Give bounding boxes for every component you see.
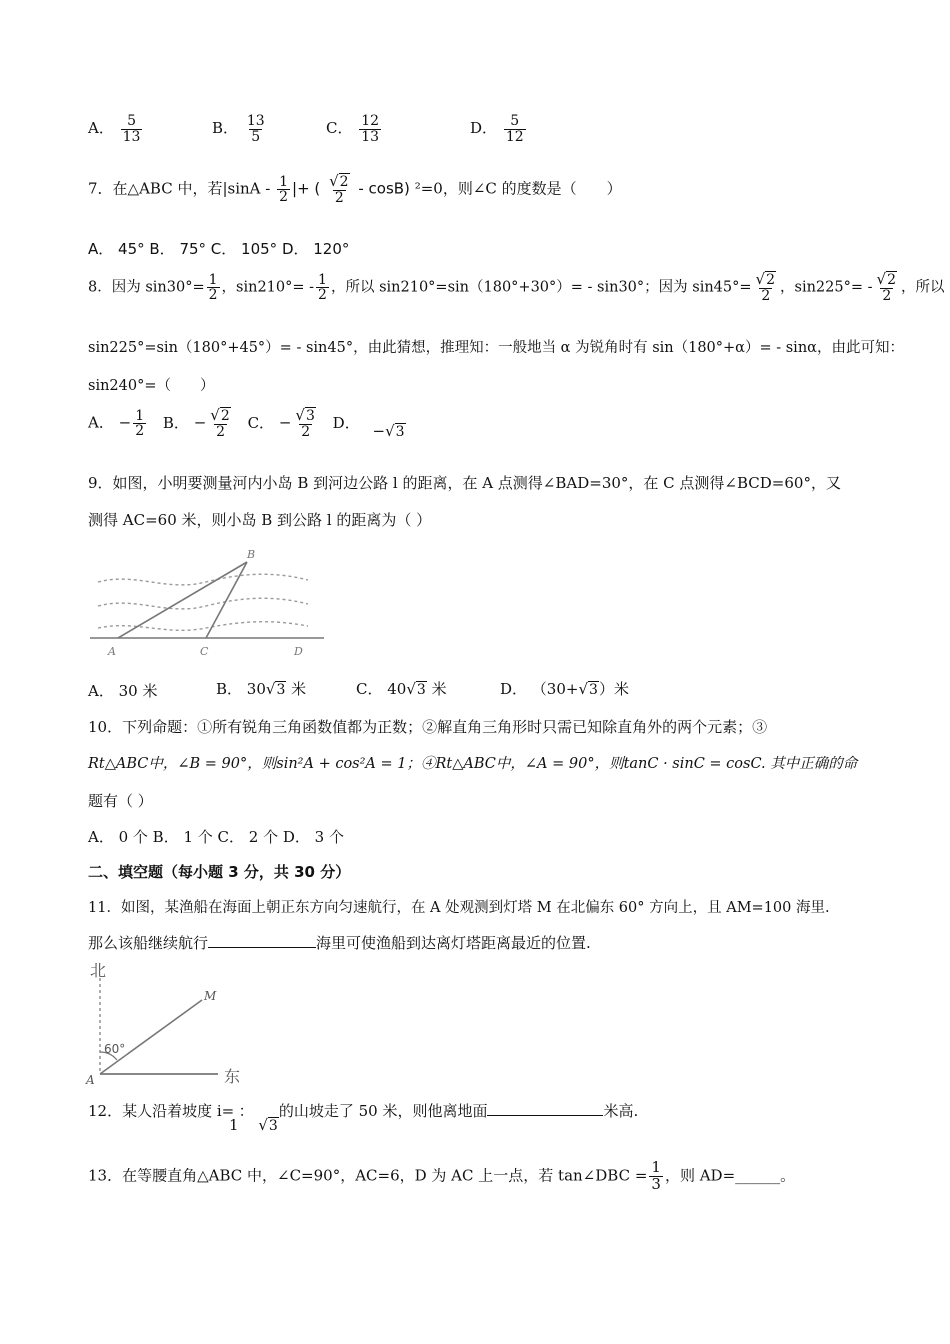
section-title-fill-in: 二、填空题（每小题 3 分，共 30 分） xyxy=(88,863,351,881)
denominator: 12 xyxy=(505,128,524,145)
q6-option-b xyxy=(212,114,269,144)
q12-text: 12．某人沿着坡度 i= xyxy=(88,1102,235,1120)
q12-text: 米高. xyxy=(603,1102,639,1120)
option-unit: 米 xyxy=(291,680,307,698)
q10-line2: Rt△ABC中，∠B = 90°，则sin²A + cos²A = 1；④Rt△ABC中，∠A = 90°，则tanC · sinC = cosC. 其中正确的命 xyxy=(88,756,858,772)
minus-sign: − xyxy=(278,413,292,432)
radical: √2 xyxy=(210,406,230,424)
radicand: 3 xyxy=(589,682,598,698)
radical: √2 xyxy=(329,172,349,190)
denominator: 2 xyxy=(208,287,218,304)
numerator: 13 xyxy=(246,113,265,129)
q9-option-a: A． 30 米 xyxy=(88,682,158,700)
q11-text: 那么该船继续航行 xyxy=(88,934,209,952)
fraction xyxy=(875,272,899,303)
q8-line1 xyxy=(88,272,945,303)
fraction xyxy=(133,409,146,439)
radicand: 3 xyxy=(416,682,426,698)
q9-option-b xyxy=(216,678,306,699)
slope-one: 1 xyxy=(229,1116,239,1134)
slope-colon: ： xyxy=(238,1102,254,1120)
q10-line3: 题有（ ） xyxy=(88,792,153,810)
answer-blank[interactable] xyxy=(208,947,316,948)
fraction xyxy=(359,114,381,144)
numerator: 1 xyxy=(318,271,327,288)
option-letter: A． xyxy=(88,413,114,432)
option-text: D． （30+ xyxy=(500,680,579,698)
label-d: D xyxy=(294,645,303,658)
radicand: 2 xyxy=(766,272,776,288)
label-c: C xyxy=(200,645,209,658)
minus-sign: − xyxy=(118,413,132,432)
q11-figure xyxy=(84,960,254,1088)
q8-part: ，所以 sin210°=sin（180°+30°）= - sin30°；因为 sin45°= xyxy=(330,279,752,296)
denominator: 2 xyxy=(761,287,771,304)
q12-stem xyxy=(88,1100,639,1134)
option-letter: B． xyxy=(212,119,239,138)
numerator: 1 xyxy=(208,271,218,288)
option-d-value xyxy=(372,422,405,440)
q9-option-c xyxy=(356,678,447,699)
q11-line1: 11．如图，某渔船在海面上朝正东方向匀速航行，在 A 处观测到灯塔 M 在北偏东 60° 方向上，且 AM=100 海里. xyxy=(88,900,830,916)
denominator: 2 xyxy=(882,287,892,304)
east-label: 东 xyxy=(224,1067,241,1086)
river-wave-bottom xyxy=(98,622,308,631)
q11-text: 海里可使渔船到达离灯塔距离最近的位置. xyxy=(316,934,591,952)
q9-option-d xyxy=(500,678,629,699)
option-text: B． 30 xyxy=(216,680,266,698)
q13-stem xyxy=(88,1160,795,1193)
option-letter: C． xyxy=(326,119,353,138)
q8-part: ，sin210°= - xyxy=(221,279,315,296)
q8-part: ，sin225°= - xyxy=(780,279,873,296)
fraction xyxy=(121,114,143,144)
numerator: 12 xyxy=(361,113,380,129)
denominator: 3 xyxy=(651,1174,661,1193)
minus-sign: − xyxy=(193,413,207,432)
radical: √2 xyxy=(755,270,776,288)
option-letter: B． xyxy=(162,413,189,432)
q12-text: 的山坡走了 50 米，则他离地面 xyxy=(278,1102,488,1120)
q13-text: ，则 AD=______。 xyxy=(664,1166,796,1185)
q10-options: A． 0 个 B． 1 个 C． 2 个 D． 3 个 xyxy=(88,828,344,846)
river-wave-middle xyxy=(98,598,308,609)
fraction-half xyxy=(277,175,290,205)
radical: √3 xyxy=(265,680,286,698)
denominator: 2 xyxy=(279,189,289,206)
numerator: 5 xyxy=(127,113,136,129)
option-unit: ）米 xyxy=(598,680,629,698)
fraction xyxy=(316,273,329,303)
option-letter: C． xyxy=(247,413,275,432)
denominator: 2 xyxy=(135,423,145,440)
q8-options xyxy=(88,408,406,439)
fraction xyxy=(208,408,232,439)
denominator: 2 xyxy=(318,287,327,304)
option-letter: D． xyxy=(332,413,360,432)
radical: √3 xyxy=(406,680,426,698)
q7-mid: |+ ( xyxy=(292,179,321,198)
denominator: 13 xyxy=(361,128,380,145)
point-m-label: M xyxy=(204,989,217,1003)
denominator: 5 xyxy=(251,128,261,145)
radicand: 3 xyxy=(276,682,286,698)
q6-option-c xyxy=(326,114,383,144)
q13-text: 13．在等腰直角△ABC 中，∠C=90°，AC=6，D 为 AC 上一点，若 xyxy=(88,1166,554,1185)
q7-suffix: ²=0，则∠C 的度数是（ ） xyxy=(414,179,622,198)
minus-sign: − xyxy=(372,421,386,440)
q10-line1: 10．下列命题：①所有锐角三角函数值都为正数；②解直角三角形时只需已知除直角外的两个元素；③ xyxy=(88,718,768,736)
q11-line2 xyxy=(88,932,591,953)
radicand: 2 xyxy=(339,174,349,190)
label-b: B xyxy=(247,548,256,561)
denominator: 13 xyxy=(122,128,141,145)
option-text: C． 40 xyxy=(356,680,407,698)
radical: √3 xyxy=(258,1116,278,1134)
line-ab xyxy=(118,562,247,638)
option-letter: A． xyxy=(88,119,114,138)
north-label: 北 xyxy=(90,961,107,980)
point-a-label: A xyxy=(86,1073,95,1087)
fraction xyxy=(245,114,267,144)
q9-line2: 测得 AC=60 米，则小岛 B 到公路 l 的距离为（ ） xyxy=(88,511,432,529)
radicand: 3 xyxy=(268,1118,278,1134)
angle-label: 60° xyxy=(104,1042,126,1056)
radical: √2 xyxy=(876,270,897,288)
q7-options: A． 45° B． 75° C． 105° D． 120° xyxy=(88,240,350,258)
q9-line1: 9．如图，小明要测量河内小岛 B 到河边公路 l 的距离，在 A 点测得∠BAD=30°，在 C 点测得∠BCD=60°，又 xyxy=(88,474,841,492)
numerator: 5 xyxy=(510,113,520,129)
radicand: 2 xyxy=(887,272,897,288)
radicand: 3 xyxy=(395,423,405,440)
q8-line3: sin240°=（ ） xyxy=(88,378,215,394)
fraction xyxy=(504,114,526,144)
radical: √3 xyxy=(295,406,315,424)
fraction xyxy=(649,1160,663,1193)
slope-root xyxy=(258,1116,278,1134)
q8-part: ，所以 xyxy=(901,279,945,296)
fraction xyxy=(293,408,317,439)
option-unit: 米 xyxy=(431,680,447,698)
fraction xyxy=(207,273,220,303)
denominator: 2 xyxy=(334,189,344,206)
q7-after: - cosB) xyxy=(358,179,410,198)
radical: √3 xyxy=(385,421,405,440)
q7-stem xyxy=(88,174,622,205)
radical: √3 xyxy=(578,680,598,698)
q6-option-d xyxy=(470,114,528,144)
radicand: 3 xyxy=(305,408,315,424)
q13-tan: tan∠DBC = xyxy=(558,1166,648,1185)
answer-blank[interactable] xyxy=(487,1115,603,1116)
fraction xyxy=(754,272,778,303)
radicand: 2 xyxy=(220,408,230,424)
line-am xyxy=(100,1000,202,1074)
label-a: A xyxy=(108,645,116,658)
denominator: 2 xyxy=(216,423,225,440)
q8-part: 8．因为 sin30°= xyxy=(88,279,205,296)
q6-option-a xyxy=(88,114,144,144)
numerator: 1 xyxy=(135,407,145,424)
option-letter: D． xyxy=(470,119,498,138)
q7-prefix: 7．在△ABC 中，若|sinA - xyxy=(88,179,271,198)
q8-line2: sin225°=sin（180°+45°）= - sin45°，由此猜想，推理知：一般地当 α 为锐角时有 sin（180°+α）= - sinα，由此可知： xyxy=(88,340,904,356)
numerator: 1 xyxy=(279,173,289,190)
denominator: 2 xyxy=(301,423,311,440)
river-wave-top xyxy=(98,574,308,585)
numerator: 1 xyxy=(651,1158,661,1176)
q9-figure xyxy=(86,546,336,662)
fraction-sqrt2-over-2 xyxy=(327,174,351,205)
